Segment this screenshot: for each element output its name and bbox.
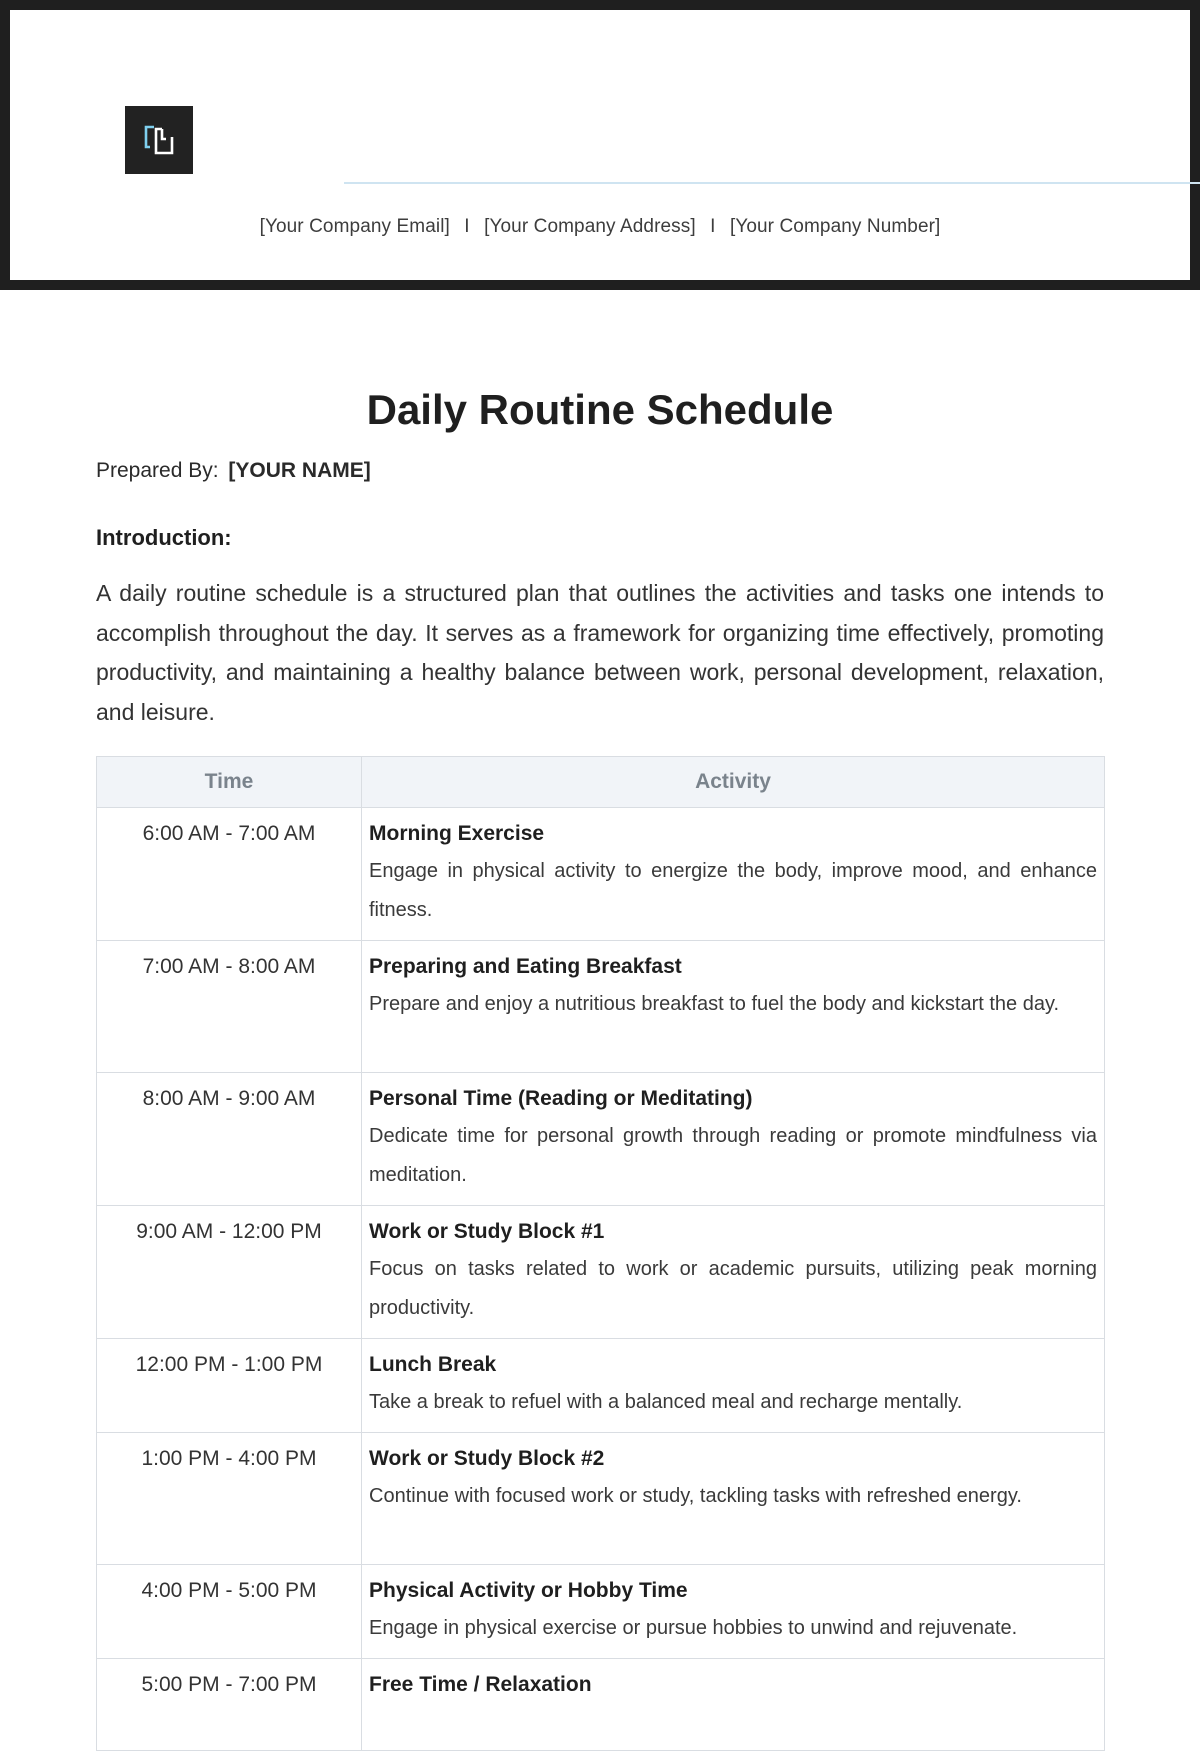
time-cell: 6:00 AM - 7:00 AM xyxy=(97,808,362,941)
document-body xyxy=(96,380,1104,1751)
table-row xyxy=(97,1073,1105,1206)
time-cell: 1:00 PM - 4:00 PM xyxy=(97,1433,362,1565)
table-row xyxy=(97,808,1105,941)
activity-title: Work or Study Block #2 xyxy=(369,1447,605,1470)
activity-description: Engage in physical exercise or pursue hobbies to unwind and rejuvenate. xyxy=(369,1617,1018,1639)
column-header-time: Time xyxy=(97,757,362,808)
company-address: [Your Company Address] xyxy=(484,216,696,237)
schedule-header-row xyxy=(97,757,1105,808)
time-cell: 7:00 AM - 8:00 AM xyxy=(97,941,362,1073)
header-divider-line xyxy=(344,182,1200,184)
activity-title: Preparing and Eating Breakfast xyxy=(369,955,682,978)
company-email: [Your Company Email] xyxy=(259,216,450,237)
activity-title: Personal Time (Reading or Meditating) xyxy=(369,1087,753,1110)
activity-cell xyxy=(362,941,1105,1073)
company-number: [Your Company Number] xyxy=(729,216,941,237)
prepared-by-label: Prepared By: xyxy=(96,459,219,482)
activity-title: Work or Study Block #1 xyxy=(369,1220,605,1243)
contact-separator: I xyxy=(710,216,716,237)
table-row xyxy=(97,1565,1105,1659)
activity-description: Take a break to refuel with a balanced meal and recharge mentally. xyxy=(369,1391,963,1413)
company-logo-icon xyxy=(140,121,178,159)
contact-separator: I xyxy=(464,216,470,237)
prepared-by-name: [YOUR NAME] xyxy=(228,459,371,482)
time-cell: 12:00 PM - 1:00 PM xyxy=(97,1339,362,1433)
activity-cell xyxy=(362,1339,1105,1433)
table-row xyxy=(97,1433,1105,1565)
prepared-by xyxy=(96,456,1104,486)
activity-description: Dedicate time for personal growth through reading or promote mindfulness via meditation. xyxy=(369,1125,1097,1186)
document-title: Daily Routine Schedule xyxy=(366,386,834,433)
activity-title: Lunch Break xyxy=(369,1353,497,1376)
activity-description: Prepare and enjoy a nutritious breakfast to fuel the body and kickstart the day. xyxy=(369,993,1060,1015)
column-header-activity: Activity xyxy=(362,757,1105,808)
activity-description: Focus on tasks related to work or academic pursuits, utilizing peak morning productivity. xyxy=(369,1258,1097,1319)
introduction-text: A daily routine schedule is a structured plan that outlines the activities and tasks one intends to accomplish throughout the day. It serves as a framework for organizing time effectively, promoting productivity, and maintaining a healthy balance between work, personal development, relaxation, and leisure. xyxy=(96,580,1104,725)
activity-title: Morning Exercise xyxy=(369,822,545,845)
activity-cell xyxy=(362,808,1105,941)
table-row xyxy=(97,1659,1105,1751)
activity-title: Free Time / Relaxation xyxy=(369,1673,592,1696)
time-cell: 8:00 AM - 9:00 AM xyxy=(97,1073,362,1206)
activity-description: Engage in physical activity to energize the body, improve mood, and enhance fitness. xyxy=(369,860,1097,921)
table-row xyxy=(97,941,1105,1073)
activity-cell xyxy=(362,1565,1105,1659)
company-contact-line xyxy=(10,216,1190,238)
time-cell: 4:00 PM - 5:00 PM xyxy=(97,1565,362,1659)
activity-title: Physical Activity or Hobby Time xyxy=(369,1579,688,1602)
document-header xyxy=(0,0,1200,290)
activity-cell xyxy=(362,1659,1105,1751)
introduction-heading: Introduction: xyxy=(96,525,232,550)
activity-cell xyxy=(362,1206,1105,1339)
time-cell: 9:00 AM - 12:00 PM xyxy=(97,1206,362,1339)
time-cell: 5:00 PM - 7:00 PM xyxy=(97,1659,362,1751)
table-row xyxy=(97,1339,1105,1433)
schedule-table xyxy=(96,756,1105,1751)
activity-cell xyxy=(362,1073,1105,1206)
activity-cell xyxy=(362,1433,1105,1565)
table-row xyxy=(97,1206,1105,1339)
activity-description: Continue with focused work or study, tackling tasks with refreshed energy. xyxy=(369,1485,1022,1507)
company-logo xyxy=(125,106,193,174)
